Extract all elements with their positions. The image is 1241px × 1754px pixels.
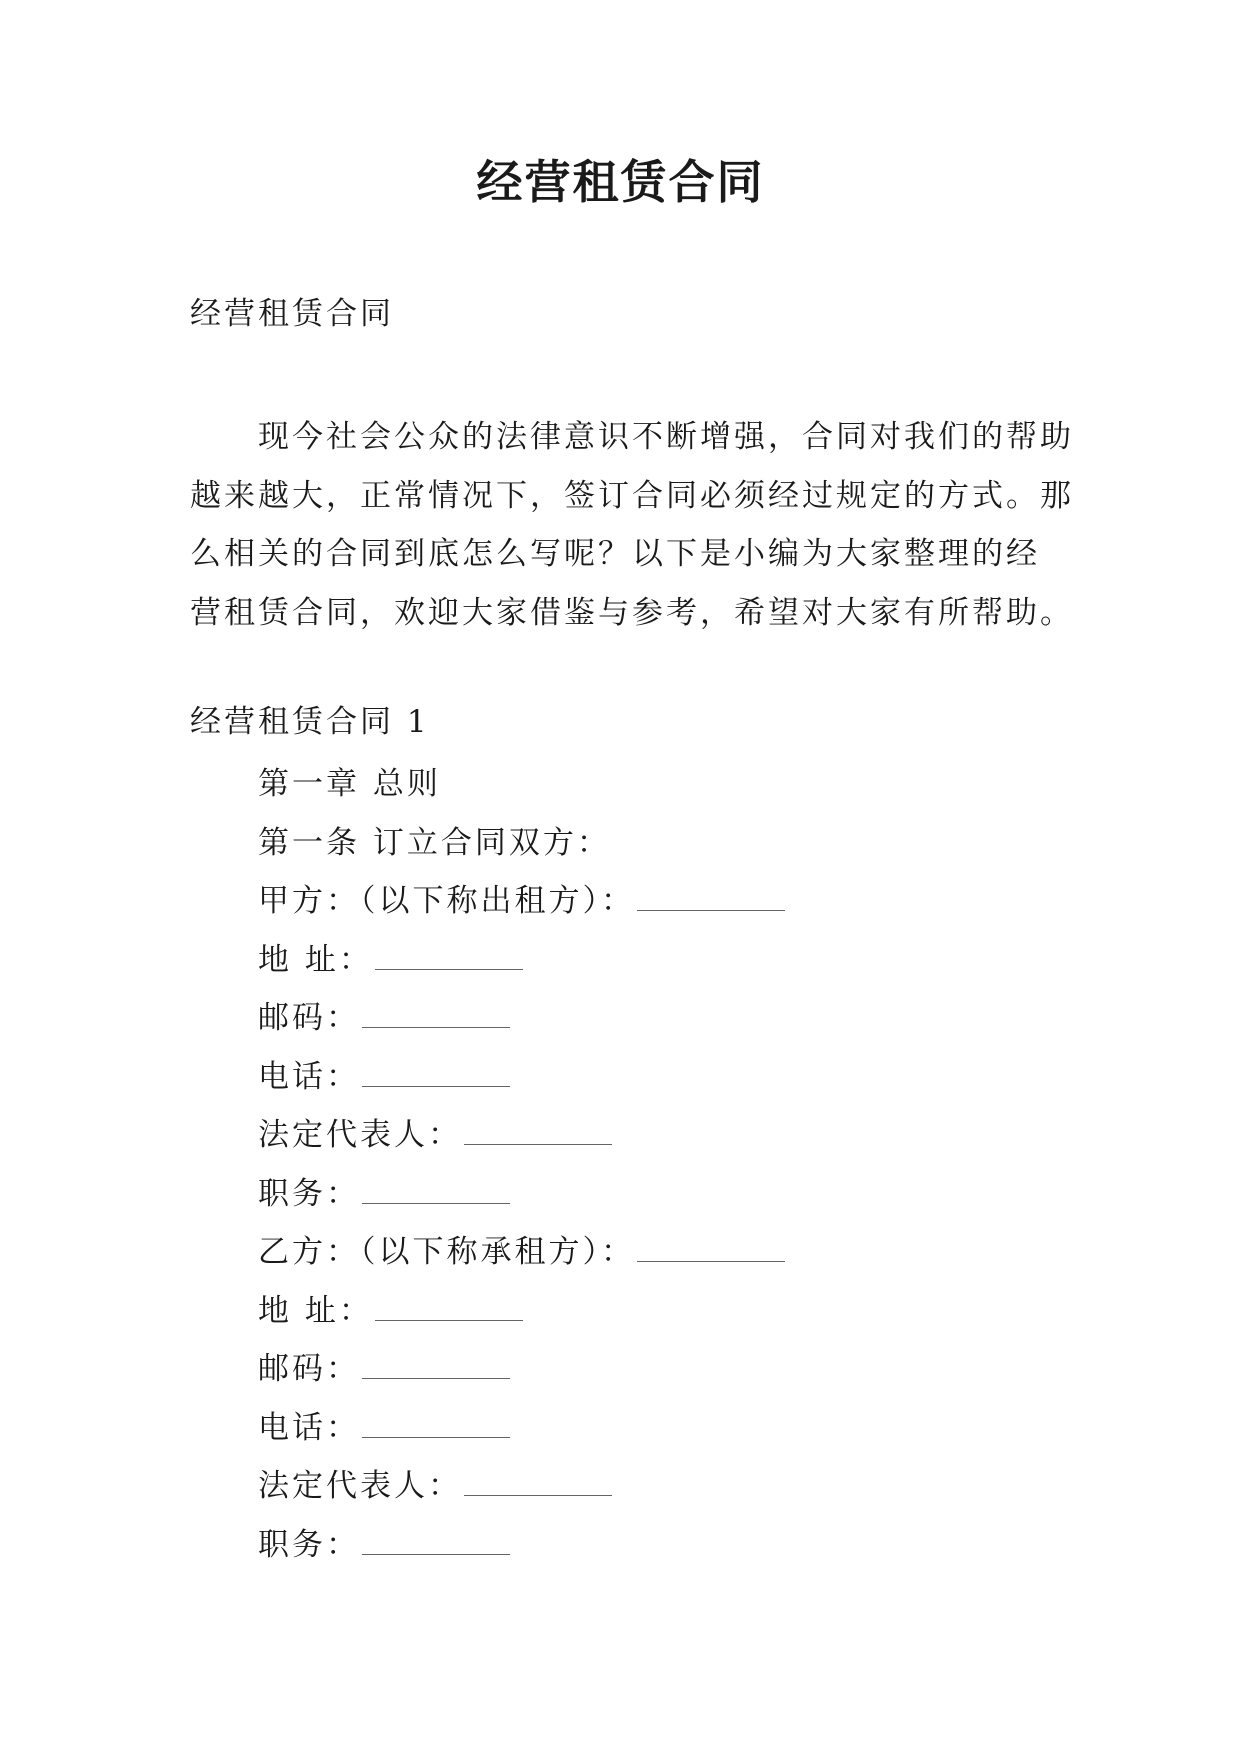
chapter-heading: 第一章 总则: [258, 766, 441, 802]
field-row: [258, 931, 785, 990]
field-label: 乙方：（以下称承租方）：: [258, 1234, 635, 1270]
field-label: 甲方：（以下称出租方）：: [258, 883, 635, 919]
fill-blank[interactable]: [637, 1259, 785, 1262]
intro-paragraph: [190, 408, 1074, 642]
field-row: [258, 1282, 785, 1341]
field-label: 地 址：: [258, 941, 373, 978]
fill-blank[interactable]: [375, 967, 523, 970]
field-label: 地 址：: [258, 1292, 373, 1329]
intro-line: 现今社会公众的法律意识不断增强，合同对我们的帮助: [258, 419, 1074, 455]
fill-blank[interactable]: [362, 1552, 510, 1555]
field-row: [258, 1340, 785, 1399]
field-row: [258, 1399, 785, 1458]
field-label: 法定代表人：: [258, 1468, 462, 1504]
fill-blank[interactable]: [375, 1318, 523, 1321]
intro-line: 越来越大，正常情况下，签订合同必须经过规定的方式。那: [190, 477, 1074, 514]
article-heading: 第一条 订立合同双方：: [258, 824, 611, 861]
field-label: 法定代表人：: [258, 1117, 462, 1153]
fill-blank[interactable]: [464, 1142, 612, 1145]
section-title: 经营租赁合同 1: [190, 704, 430, 740]
fill-blank[interactable]: [362, 1376, 510, 1379]
field-row: [258, 1223, 785, 1282]
document-title: 经营租赁合同: [476, 155, 765, 209]
field-row: [258, 872, 785, 931]
field-label: 电话：: [258, 1409, 360, 1446]
fill-blank[interactable]: [362, 1084, 510, 1087]
field-label: 职务：: [258, 1175, 360, 1212]
field-label: 邮码：: [258, 1351, 360, 1387]
contract-clauses: [258, 755, 785, 1574]
intro-line: 营租赁合同，欢迎大家借鉴与参考，希望对大家有所帮助。: [190, 594, 1074, 631]
fill-blank[interactable]: [637, 908, 785, 911]
field-label: 职务：: [258, 1526, 360, 1563]
field-row: [258, 989, 785, 1048]
document-subtitle: 经营租赁合同: [190, 296, 394, 332]
fill-blank[interactable]: [464, 1493, 612, 1496]
field-row: [258, 1165, 785, 1224]
fill-blank[interactable]: [362, 1025, 510, 1028]
field-row: [258, 1457, 785, 1516]
intro-line: 么相关的合同到底怎么写呢？以下是小编为大家整理的经: [190, 536, 1040, 572]
fill-blank[interactable]: [362, 1435, 510, 1438]
field-row: [258, 1106, 785, 1165]
field-label: 电话：: [258, 1058, 360, 1095]
fill-blank[interactable]: [362, 1201, 510, 1204]
field-row: [258, 1048, 785, 1107]
field-row: [258, 1516, 785, 1575]
field-label: 邮码：: [258, 1000, 360, 1036]
